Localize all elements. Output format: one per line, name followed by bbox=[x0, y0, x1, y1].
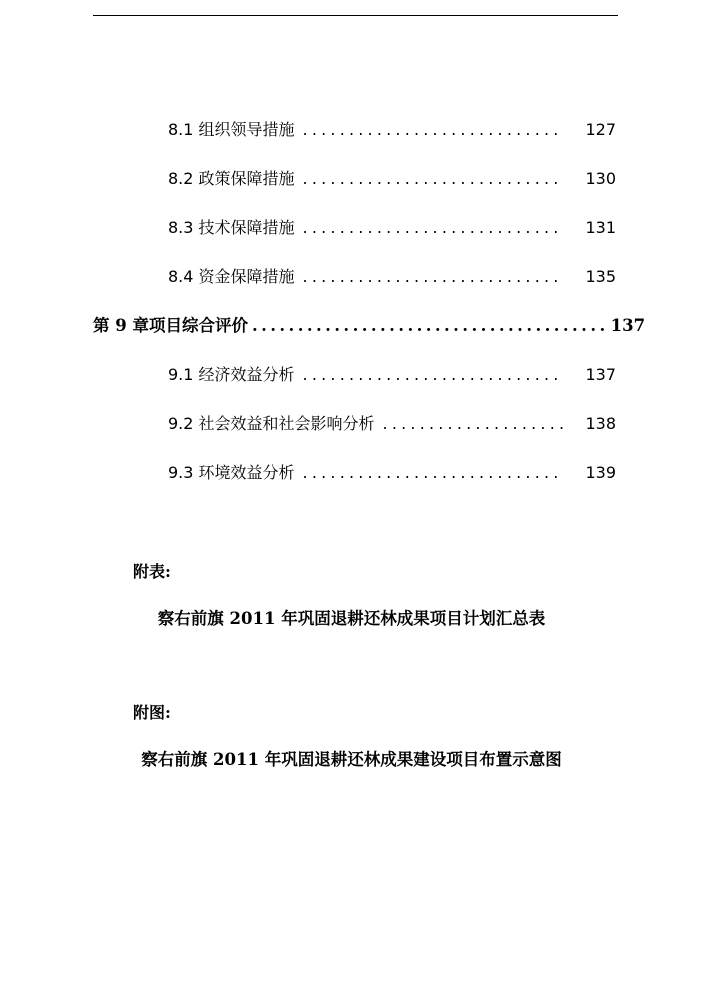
toc-leader-dots: .................... bbox=[382, 414, 569, 433]
toc-entry-label: 9.1 经济效益分析 bbox=[168, 365, 295, 384]
toc-entry-8-2[interactable] bbox=[168, 167, 616, 191]
toc-page-number: 139 bbox=[585, 463, 616, 482]
toc-page-number: 138 bbox=[585, 414, 616, 433]
toc-entry-8-4[interactable] bbox=[168, 265, 616, 289]
toc-entry-label: 8.3 技术保障措施 bbox=[168, 218, 295, 237]
toc-chapter-9[interactable] bbox=[93, 314, 646, 338]
toc-leader-dots: ............................ bbox=[302, 365, 563, 384]
header-rule bbox=[93, 15, 618, 16]
toc-entry-label: 8.1 组织领导措施 bbox=[168, 120, 295, 139]
toc-page-number: 130 bbox=[585, 169, 616, 188]
toc-entry-9-3[interactable] bbox=[168, 461, 616, 485]
appendix-figure-title: 察右前旗 2011 年巩固退耕还林成果建设项目布置示意图 bbox=[141, 750, 562, 769]
toc-leader-dots: ............................ bbox=[302, 120, 563, 139]
toc-page-number: 135 bbox=[585, 267, 616, 286]
toc-entry-8-1[interactable] bbox=[168, 118, 616, 142]
toc-entry-label: 9.2 社会效益和社会影响分析 bbox=[168, 414, 375, 433]
toc-leader-dots: ....................................... bbox=[251, 316, 609, 335]
appendix-figure-heading: 附图: bbox=[133, 703, 171, 722]
toc-page-number: 131 bbox=[585, 218, 616, 237]
toc-leader-dots: ............................ bbox=[302, 218, 563, 237]
toc-page-number: 127 bbox=[585, 120, 616, 139]
toc-chapter-title: 项目综合评价 bbox=[148, 316, 248, 335]
toc-leader-dots: ............................ bbox=[302, 463, 563, 482]
toc-page-number: 137 bbox=[585, 365, 616, 384]
toc-entry-label: 8.2 政策保障措施 bbox=[168, 169, 295, 188]
toc-leader-dots: ............................ bbox=[302, 169, 563, 188]
appendix-table-heading: 附表: bbox=[133, 562, 171, 581]
toc-entry-label: 8.4 资金保障措施 bbox=[168, 267, 295, 286]
toc-entry-9-1[interactable] bbox=[168, 363, 616, 387]
toc-leader-dots: ............................ bbox=[302, 267, 563, 286]
toc-chapter-number: 第 9 章 bbox=[93, 316, 149, 335]
toc-entry-9-2[interactable] bbox=[168, 412, 616, 436]
toc-page-number: 137 bbox=[610, 316, 646, 335]
toc-entry-label: 9.3 环境效益分析 bbox=[168, 463, 295, 482]
toc-entry-8-3[interactable] bbox=[168, 216, 616, 240]
appendix-table-title: 察右前旗 2011 年巩固退耕还林成果项目计划汇总表 bbox=[157, 609, 546, 628]
